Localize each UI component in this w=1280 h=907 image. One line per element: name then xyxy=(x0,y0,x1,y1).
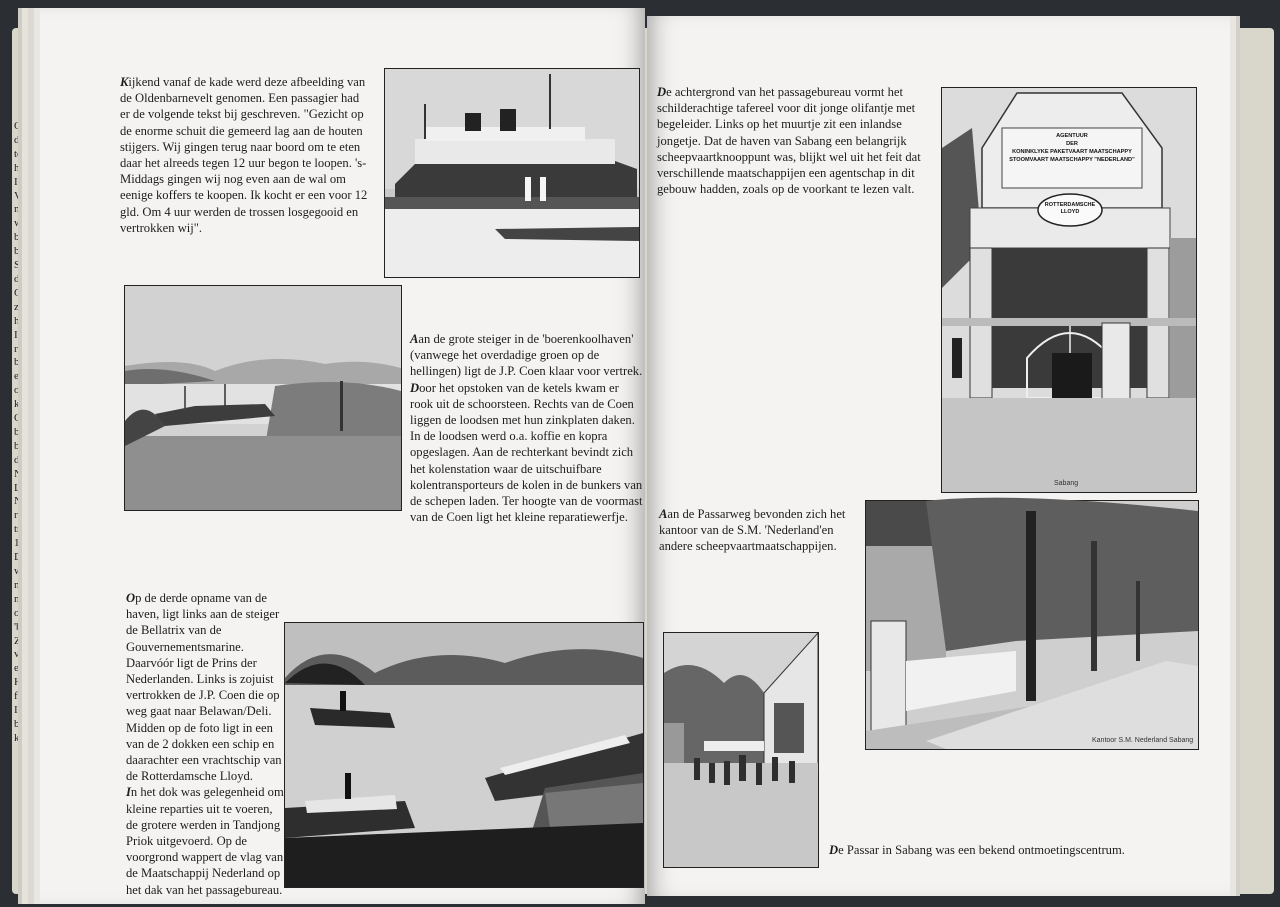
edge-letter: m xyxy=(14,203,23,216)
edge-letter: de xyxy=(14,272,25,285)
photo-agency-building-sabang xyxy=(941,87,1197,493)
edge-letter: In xyxy=(14,328,24,341)
edge-letter: 19 xyxy=(14,537,25,550)
agency-photo-caption: Sabang xyxy=(1054,480,1079,487)
edge-letter: bi xyxy=(14,245,23,258)
edge-letter: ve xyxy=(14,648,25,661)
right-paragraph-3: De Passar in Sabang was een bekend ontmoetingscentrum. xyxy=(829,843,1125,857)
edge-letter: zu xyxy=(14,300,25,313)
photo-passarweg-street xyxy=(865,500,1199,750)
street-photo-caption: Kantoor S.M. Nederland Sabang xyxy=(1092,737,1194,744)
edge-letter: N xyxy=(14,495,22,508)
edge-letter: ex xyxy=(14,370,25,383)
photo-passar-market xyxy=(663,632,819,868)
edge-letter: re xyxy=(14,509,23,522)
edge-letter: ke xyxy=(14,398,25,411)
edge-letter: O xyxy=(14,412,22,425)
edge-letter: Si xyxy=(14,259,24,272)
edge-letter: Zi xyxy=(14,634,24,647)
edge-letter: In xyxy=(14,704,24,717)
agency-sign-text: AGENTUUR DER KONINKLYKE PAKETVAART MAATSCHAPPY STOOMVAART MAATSCHAPPY "NEDERLAND" xyxy=(1009,133,1135,163)
photo-oldenbarnevelt-ship xyxy=(384,68,640,278)
edge-letter: he xyxy=(14,314,25,327)
rotterdamsche-lloyd-logo: ROTTERDAMSCHE LLOYD xyxy=(1044,202,1096,215)
photo-harbour-docks xyxy=(284,622,644,888)
edge-letter: tr xyxy=(14,523,21,536)
edge-letter: te xyxy=(14,147,22,160)
edge-letter: N xyxy=(14,467,22,480)
edge-letter: 'b xyxy=(14,620,22,633)
left-page xyxy=(40,8,645,904)
edge-letter: de xyxy=(14,453,25,466)
edge-letter: be xyxy=(14,439,25,452)
edge-letter: bi xyxy=(14,425,23,438)
edge-letter: w xyxy=(14,565,22,577)
edge-letter: ni xyxy=(14,592,23,605)
edge-letter: ro xyxy=(14,342,24,355)
right-paragraph-1: De achtergrond van het passagebureau vormt het schilderachtige tafereel voor dit jonge olifantje met begeleider. Links op het muurtje zit een inlandse jongetje. Dat de haven van Sabang een belangrijk scheepvaartknooppunt was, blijkt wel uit het feit dat verschillende maatschappijen een agentschap in dit gebouw hadden, zoals op de voorkant te lezen valt. xyxy=(657,85,921,197)
left-paragraph-1: Kijkend vanaf de kade werd deze afbeelding van de Oldenbarnevelt genomen. Een passagier had er de volgende tekst bij geschreven. "Gezicht op de enorme schuit die gemeerd lag aan de houten stijgers. Wij gingen terug naar boord om te eten daar het alreeds tegen 12 uur begon te loopen. 's-Middags gingen wij nog even aan de wal om eenige koffers te koopen. Ik kocht er een voor 12 gld. Om 4 uur werden de trossen losgegooid en vertrokken wij". xyxy=(120,75,368,235)
edge-letter: D xyxy=(14,551,22,564)
edge-letter: Ll xyxy=(14,481,24,494)
edge-letter: be xyxy=(14,356,25,369)
edge-letter: bo xyxy=(14,717,25,730)
edge-letter: In xyxy=(14,175,24,188)
edge-letter: ni xyxy=(14,578,23,591)
edge-letter: ki xyxy=(14,731,23,744)
edge-letter: he xyxy=(14,161,25,174)
edge-letter: O xyxy=(14,120,22,132)
photo-boerenkoolhaven-harbour xyxy=(124,285,402,511)
left-paragraph-2: Aan de grote steiger in de 'boerenkoolhaven' (vanwege het overdadige groen op de hellingen) ligt de J.P. Coen klaar voor vertrek. Door het opstoken van de ketels kwam er rook uit de schoorsteen. Rechts van de Coen liggen de loodsen met hun zinkplaten daken. In de loodsen werd o.a. koffie en kopra opgeslagen. Aan de rechterkant bevindt zich het kolenstation waar de uitschuifbare kolentransporteurs de kolen in de bunkers van de schepen laden. Ter hoogte van de voormast van de Coen ligt het kleine reparatiewerfje. xyxy=(410,332,643,525)
edge-letter: op xyxy=(14,384,25,397)
edge-letter: w xyxy=(14,217,22,230)
edge-letter: H xyxy=(14,676,22,689)
left-paragraph-3: Op de derde opname van de haven, ligt links aan de steiger de Bellatrix van de Gouvernementsmarine. Daarvóór ligt de Prins der Nederlanden. Links is zojuist vertrokken de J.P. Coen die op weg gaat naar Belawan/Deli. Midden op de foto ligt in een van de 2 dokken een schip en daarachter een vrachtschip van de Rotterdamsche Lloyd. In het dok was gelegenheid om kleine reparties uit te voeren, de grotere werden in Tandjong Priok uitgevoerd. Op de voorgrond wappert de vlag van de Maatschappij Nederland op het dak van het passagebureau. xyxy=(126,591,284,897)
edge-letter: V xyxy=(14,189,22,202)
edge-letter: e xyxy=(14,662,19,675)
edge-letter: fo xyxy=(14,690,24,703)
right-paragraph-2: Aan de Passarweg bevonden zich het kantoor van de S.M. 'Nederland'en andere scheepvaartmaatschappijen. xyxy=(659,507,846,554)
edge-letter: oc xyxy=(14,606,25,619)
right-page xyxy=(647,16,1230,896)
edge-letter: bi xyxy=(14,231,23,244)
edge-letter: C xyxy=(14,286,22,299)
edge-letter: de xyxy=(14,133,25,146)
